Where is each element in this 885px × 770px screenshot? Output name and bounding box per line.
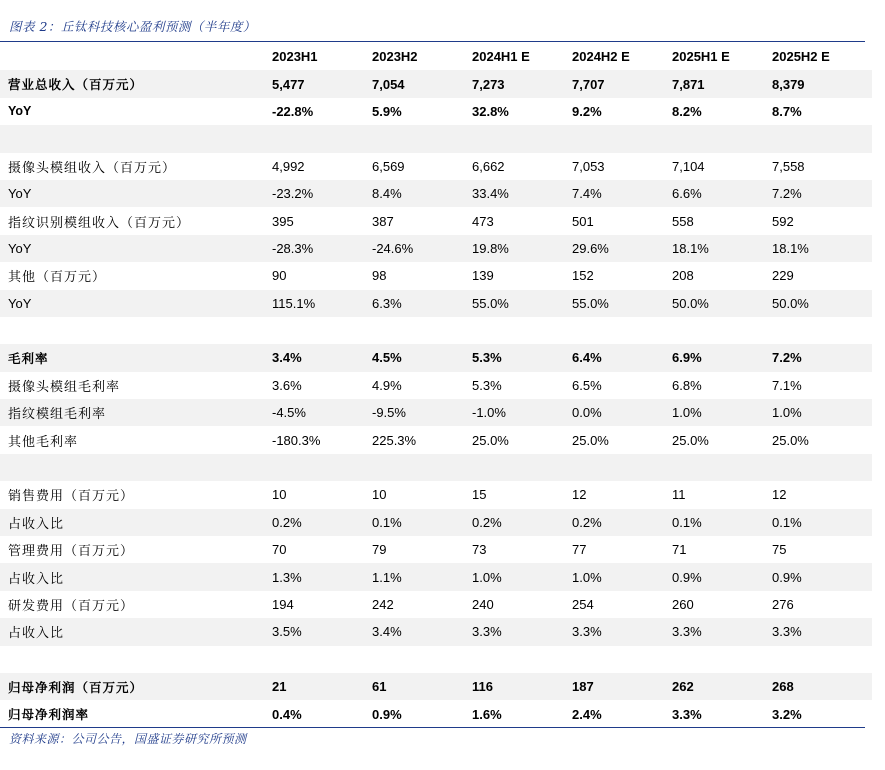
value-cell: -24.6% xyxy=(372,235,472,262)
value-cell: -23.2% xyxy=(272,180,372,207)
value-cell xyxy=(372,454,472,481)
row-label: YoY xyxy=(8,104,32,119)
value-cell: 473 xyxy=(472,213,494,229)
value-cell: 7,273 xyxy=(472,70,572,97)
value-cell: -4.5% xyxy=(272,399,372,426)
table-row xyxy=(0,509,872,536)
value-cell: 25.0% xyxy=(572,432,609,448)
value-cell: 3.3% xyxy=(672,618,772,645)
value-cell: 12 xyxy=(572,487,587,503)
value-cell: 1.1% xyxy=(372,563,472,590)
value-cell: 50.0% xyxy=(672,290,772,317)
value-cell: 1.0% xyxy=(472,563,572,590)
table-row xyxy=(0,372,872,399)
value-cell: 242 xyxy=(372,597,394,612)
value-cell xyxy=(572,125,672,152)
value-cell: 0.9% xyxy=(372,706,402,722)
value-cell: 7,871 xyxy=(672,70,772,97)
value-cell xyxy=(472,125,572,152)
value-cell: 3.2% xyxy=(772,706,802,722)
value-cell: 6.4% xyxy=(572,344,672,371)
column-header: 2024H1 E xyxy=(472,49,530,65)
value-cell: 115.1% xyxy=(272,290,372,317)
value-cell: 4.9% xyxy=(372,377,402,393)
bottom-rule xyxy=(0,727,865,728)
value-cell: 3.4% xyxy=(372,618,472,645)
value-cell: 12 xyxy=(772,487,787,503)
value-cell: 0.9% xyxy=(672,563,772,590)
row-label: 指纹识别模组收入（百万元） xyxy=(8,215,191,231)
value-cell: 3.3% xyxy=(472,618,572,645)
value-cell: -180.3% xyxy=(272,432,321,448)
row-label: 归母净利润（百万元） xyxy=(0,673,272,700)
row-label: 研发费用（百万元） xyxy=(8,599,135,614)
value-cell: 0.0% xyxy=(572,399,672,426)
table-row xyxy=(0,180,872,207)
table-row xyxy=(0,481,872,508)
value-cell: 229 xyxy=(772,268,794,284)
value-cell: 116 xyxy=(472,673,572,700)
value-cell: 55.0% xyxy=(572,290,672,317)
value-cell: 7,104 xyxy=(672,158,705,174)
value-cell: 7,558 xyxy=(772,158,805,174)
row-label: YoY xyxy=(0,290,272,317)
value-cell xyxy=(572,454,672,481)
value-cell: 21 xyxy=(272,673,372,700)
value-cell xyxy=(772,646,872,673)
value-cell: 0.4% xyxy=(272,706,302,722)
value-cell: 1.6% xyxy=(472,706,502,722)
value-cell: 0.2% xyxy=(572,509,672,536)
value-cell: 19.8% xyxy=(472,235,572,262)
figure-caption: 图表 2：丘钛科技核心盈利预测（半年度） xyxy=(9,19,256,34)
value-cell: 1.3% xyxy=(272,563,372,590)
table-row xyxy=(0,317,872,344)
value-cell xyxy=(472,454,572,481)
value-cell: 3.3% xyxy=(672,706,702,722)
table-row xyxy=(0,153,872,180)
row-label: 占收入比 xyxy=(0,509,272,536)
value-cell: 55.0% xyxy=(472,290,572,317)
value-cell: 7.1% xyxy=(772,377,802,393)
value-cell: 5,477 xyxy=(272,70,372,97)
value-cell: 77 xyxy=(572,542,587,558)
value-cell: 387 xyxy=(372,213,394,229)
value-cell xyxy=(372,125,472,152)
value-cell xyxy=(372,646,472,673)
value-cell: 3.4% xyxy=(272,344,372,371)
value-cell xyxy=(272,454,372,481)
value-cell: 7.4% xyxy=(572,180,672,207)
value-cell: 29.6% xyxy=(572,235,672,262)
value-cell: 7,707 xyxy=(572,70,672,97)
value-cell: 194 xyxy=(272,597,294,612)
value-cell: 6,569 xyxy=(372,158,405,174)
value-cell xyxy=(672,317,772,344)
column-header: 2024H2 E xyxy=(572,49,630,65)
value-cell: -9.5% xyxy=(372,399,472,426)
table-row xyxy=(0,563,872,590)
row-label xyxy=(0,125,272,152)
value-cell: 5.3% xyxy=(472,344,572,371)
value-cell: 6,662 xyxy=(472,158,505,174)
value-cell: 152 xyxy=(572,268,594,284)
value-cell: 18.1% xyxy=(772,235,872,262)
value-cell: 1.0% xyxy=(772,399,872,426)
value-cell: 501 xyxy=(572,213,594,229)
value-cell: 8.7% xyxy=(772,103,802,119)
value-cell xyxy=(272,125,372,152)
header-label-cell xyxy=(0,43,272,70)
forecast-table xyxy=(0,43,872,728)
value-cell: 6.6% xyxy=(672,180,772,207)
value-cell: 3.3% xyxy=(772,618,872,645)
value-cell: 61 xyxy=(372,673,472,700)
column-header: 2023H1 xyxy=(272,49,318,65)
value-cell: 139 xyxy=(472,268,494,284)
table-row xyxy=(0,290,872,317)
value-cell: 240 xyxy=(472,597,494,612)
table-row xyxy=(0,700,872,727)
table-row xyxy=(0,125,872,152)
value-cell: -1.0% xyxy=(472,399,572,426)
value-cell: 6.3% xyxy=(372,290,472,317)
value-cell: 276 xyxy=(772,597,794,612)
table-row xyxy=(0,536,872,563)
value-cell: 208 xyxy=(672,268,694,284)
value-cell xyxy=(472,646,572,673)
value-cell: 0.2% xyxy=(472,509,572,536)
value-cell: 3.3% xyxy=(572,618,672,645)
table-row xyxy=(0,618,872,645)
value-cell: 7.2% xyxy=(772,344,872,371)
table-row xyxy=(0,70,872,97)
value-cell: 260 xyxy=(672,597,694,612)
table-row xyxy=(0,673,872,700)
value-cell: 9.2% xyxy=(572,103,602,119)
value-cell xyxy=(672,125,772,152)
value-cell: 7,053 xyxy=(572,158,605,174)
value-cell: 11 xyxy=(672,487,686,503)
value-cell: 90 xyxy=(272,268,287,284)
value-cell xyxy=(772,454,872,481)
row-label: YoY xyxy=(0,235,272,262)
value-cell: 187 xyxy=(572,673,672,700)
table-row xyxy=(0,262,872,289)
value-cell: 262 xyxy=(672,673,772,700)
value-cell: 98 xyxy=(372,268,387,284)
value-cell: 15 xyxy=(472,487,487,503)
value-cell: -28.3% xyxy=(272,235,372,262)
column-header: 2023H2 xyxy=(372,49,418,65)
value-cell: 73 xyxy=(472,542,487,558)
value-cell: 7.2% xyxy=(772,180,872,207)
value-cell: 8.4% xyxy=(372,180,472,207)
source-note: 资料来源：公司公告，国盛证券研究所预测 xyxy=(9,732,247,746)
value-cell: 10 xyxy=(372,487,387,503)
table-row xyxy=(0,591,872,618)
row-label xyxy=(0,317,272,344)
value-cell xyxy=(772,125,872,152)
row-label: 销售费用（百万元） xyxy=(8,489,135,505)
value-cell: 70 xyxy=(272,542,287,558)
value-cell xyxy=(372,317,472,344)
row-label: 毛利率 xyxy=(0,344,272,371)
row-label: 其他（百万元） xyxy=(8,270,107,286)
value-cell: 7,054 xyxy=(372,70,472,97)
value-cell xyxy=(272,317,372,344)
value-cell: 6.8% xyxy=(672,377,702,393)
column-header: 2025H2 E xyxy=(772,49,830,65)
value-cell: 25.0% xyxy=(472,432,509,448)
value-cell: 1.0% xyxy=(672,399,772,426)
value-cell xyxy=(772,317,872,344)
value-cell: 0.2% xyxy=(272,509,372,536)
value-cell: 79 xyxy=(372,542,387,558)
value-cell: 0.9% xyxy=(772,563,872,590)
row-label xyxy=(0,646,272,673)
table-row xyxy=(0,207,872,234)
value-cell: 0.1% xyxy=(772,509,872,536)
value-cell: 268 xyxy=(772,673,872,700)
row-label: 摄像头模组收入（百万元） xyxy=(8,160,177,176)
value-cell: 75 xyxy=(772,542,787,558)
value-cell: 32.8% xyxy=(472,103,509,119)
table-row xyxy=(0,344,872,371)
table-header-row xyxy=(0,43,872,70)
row-label: 营业总收入（百万元） xyxy=(0,70,272,97)
table-row xyxy=(0,646,872,673)
row-label: 归母净利润率 xyxy=(8,707,90,723)
row-label: YoY xyxy=(0,180,272,207)
value-cell: 33.4% xyxy=(472,180,572,207)
value-cell: 25.0% xyxy=(772,432,809,448)
value-cell: 18.1% xyxy=(672,235,772,262)
value-cell: 10 xyxy=(272,487,287,503)
value-cell xyxy=(672,646,772,673)
row-label xyxy=(0,454,272,481)
row-label: 管理费用（百万元） xyxy=(8,544,135,560)
row-label: 占收入比 xyxy=(0,618,272,645)
value-cell: 25.0% xyxy=(672,432,709,448)
column-header: 2025H1 E xyxy=(672,49,730,65)
value-cell: 1.0% xyxy=(572,563,672,590)
value-cell: 6.5% xyxy=(572,377,602,393)
row-label: 指纹模组毛利率 xyxy=(0,399,272,426)
table-row xyxy=(0,399,872,426)
table-row xyxy=(0,98,872,125)
value-cell: -22.8% xyxy=(272,103,314,119)
value-cell: 4,992 xyxy=(272,158,305,174)
value-cell: 5.3% xyxy=(472,377,502,393)
value-cell xyxy=(472,317,572,344)
value-cell: 0.1% xyxy=(372,509,472,536)
value-cell: 3.6% xyxy=(272,377,302,393)
value-cell: 71 xyxy=(672,542,687,558)
value-cell: 558 xyxy=(672,213,694,229)
value-cell: 4.5% xyxy=(372,344,472,371)
value-cell: 225.3% xyxy=(372,432,417,448)
value-cell: 3.5% xyxy=(272,618,372,645)
value-cell xyxy=(572,317,672,344)
row-label: 摄像头模组毛利率 xyxy=(8,379,121,395)
value-cell: 395 xyxy=(272,213,294,229)
table-row xyxy=(0,454,872,481)
value-cell xyxy=(272,646,372,673)
value-cell: 0.1% xyxy=(672,509,772,536)
value-cell: 5.9% xyxy=(372,103,402,119)
value-cell: 8.2% xyxy=(672,103,702,119)
table-row xyxy=(0,426,872,453)
value-cell: 2.4% xyxy=(572,706,602,722)
row-label: 占收入比 xyxy=(0,563,272,590)
row-label: 其他毛利率 xyxy=(8,434,79,450)
value-cell: 50.0% xyxy=(772,290,872,317)
value-cell: 254 xyxy=(572,597,594,612)
value-cell xyxy=(672,454,772,481)
value-cell: 592 xyxy=(772,213,794,229)
value-cell: 8,379 xyxy=(772,70,872,97)
value-cell: 6.9% xyxy=(672,344,772,371)
table-row xyxy=(0,235,872,262)
top-rule xyxy=(0,41,865,42)
value-cell xyxy=(572,646,672,673)
